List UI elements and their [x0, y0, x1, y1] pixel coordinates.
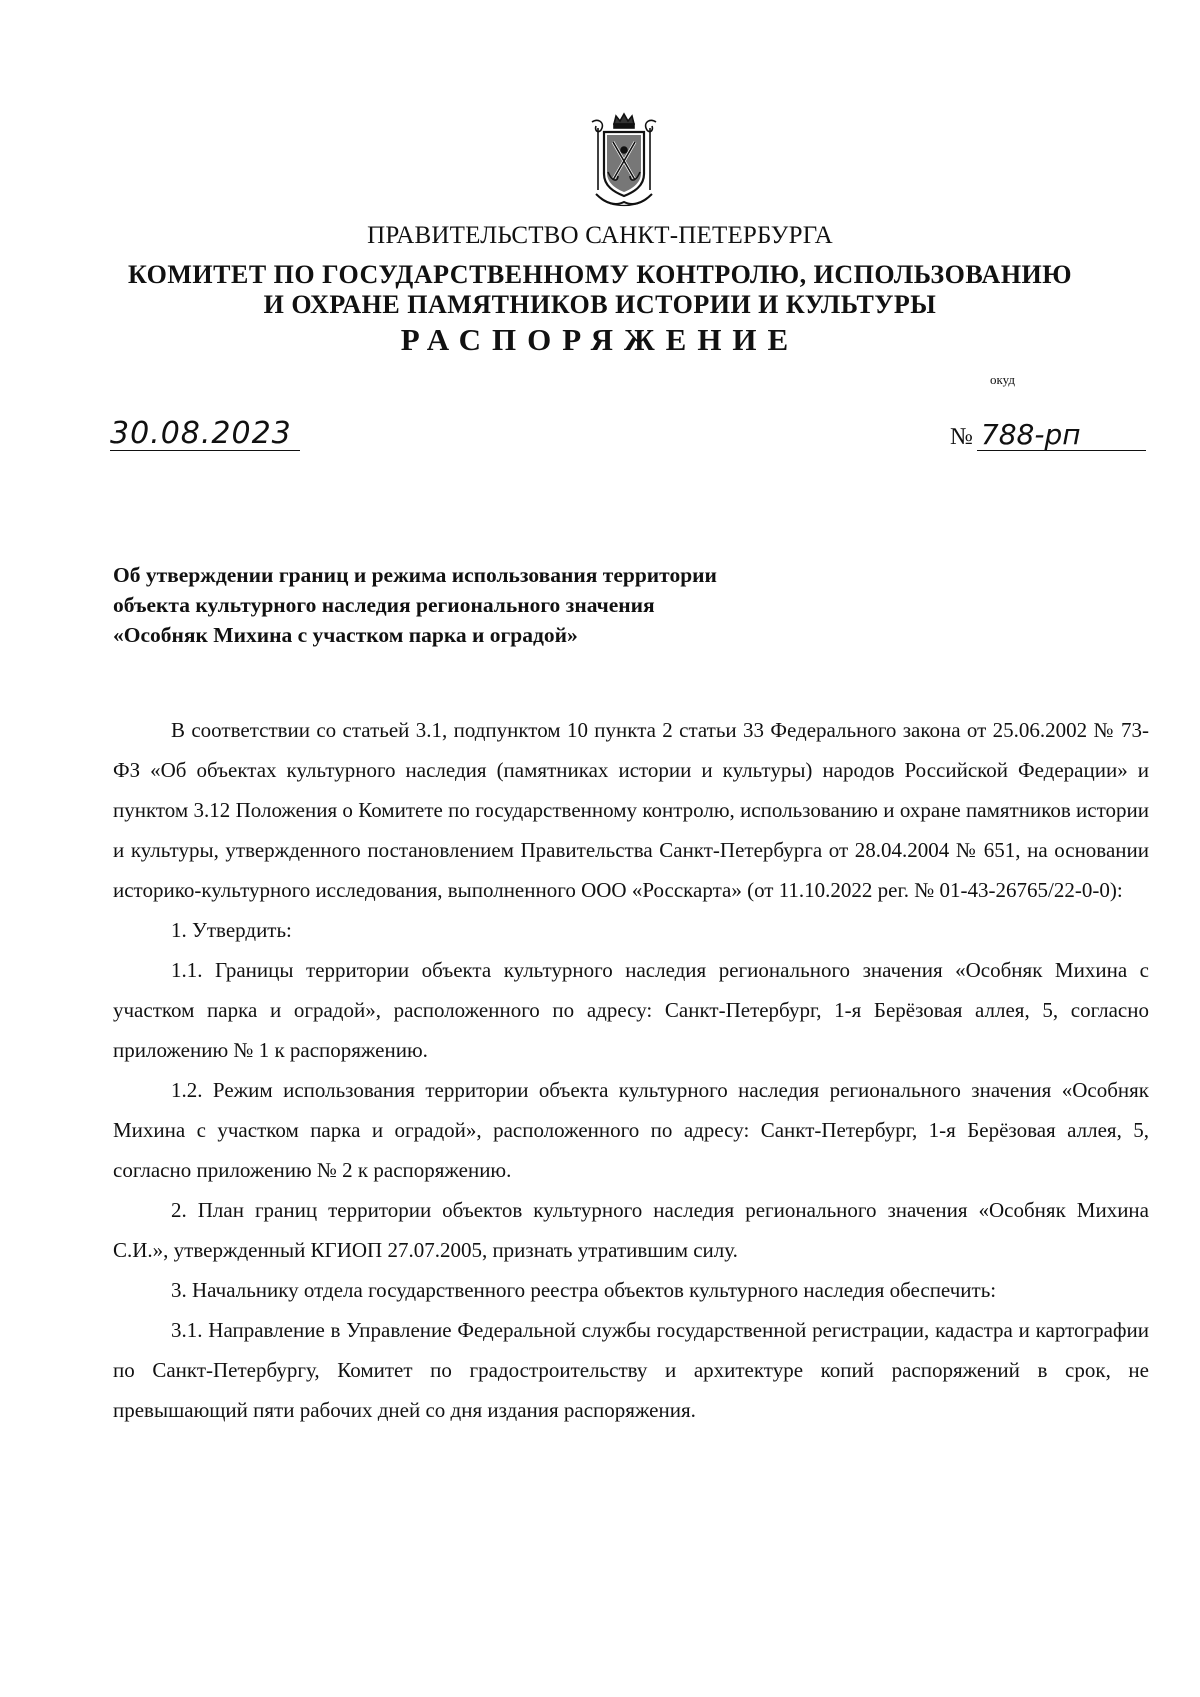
paragraph-item-1-1: 1.1. Границы территории объекта культурного наследия регионального значения «Особняк Михина с участком парка и оградой», расположенного по адресу: Санкт-Петербург, 1-я Берёзовая аллея, 5, согласно приложению № 1 к распоряжению.	[113, 958, 1149, 1062]
okud-label: окуд	[990, 372, 1015, 387]
document-subject	[113, 560, 873, 650]
paragraph-item-2: 2. План границ территории объектов культурного наследия регионального значения «Особняк Михина С.И.», утвержденный КГИОП 27.07.2005, признать утратившим силу.	[113, 1198, 1149, 1262]
document-date: 30.08.2023	[110, 418, 300, 451]
document-type-title: РАСПОРЯЖЕНИЕ	[400, 322, 800, 357]
document-number	[950, 420, 1146, 451]
coat-of-arms-icon	[586, 110, 662, 210]
committee-name-line-1: КОМИТЕТ ПО ГОСУДАРСТВЕННОМУ КОНТРОЛЮ, ИСПОЛЬЗОВАНИЮ	[127, 260, 1073, 289]
number-sign: №	[950, 424, 973, 450]
paragraph-item-1-2: 1.2. Режим использования территории объекта культурного наследия регионального значения «Особняк Михина с участком парка и оградой», расположенного по адресу: Санкт-Петербург, 1-я Берёзовая аллея, 5, согласно приложению № 2 к распоряжению.	[113, 1078, 1149, 1182]
paragraph-preamble: В соответствии со статьей 3.1, подпунктом 10 пункта 2 статьи 33 Федерального закона от 25.06.2002 № 73-ФЗ «Об объектах культурного наследия (памятниках истории и культуры) народов Российской Федерации» и пунктом 3.12 Положения о Комитете по государственному контролю, использованию и охране памятников истории и культуры, утвержденного постановлением Правительства Санкт-Петербурга от 28.04.2004 № 651, на основании историко-культурного исследования, выполненного ООО «Росскарта» (от 11.10.2022 рег. № 01-43-26765/22-0-0):	[113, 718, 1149, 902]
paragraph-item-1: 1. Утвердить:	[171, 918, 292, 942]
document-body	[113, 710, 1149, 1430]
subject-line: Об утверждении границ и режима использования территории	[113, 563, 717, 587]
subject-line: «Особняк Михина с участком парка и оградой»	[113, 623, 578, 647]
subject-line: объекта культурного наследия регионального значения	[113, 593, 655, 617]
government-name: ПРАВИТЕЛЬСТВО САНКТ-ПЕТЕРБУРГА	[367, 222, 833, 249]
paragraph-item-3: 3. Начальнику отдела государственного реестра объектов культурного наследия обеспечить:	[171, 1278, 997, 1302]
committee-name-line-2: И ОХРАНЕ ПАМЯТНИКОВ ИСТОРИИ И КУЛЬТУРЫ	[263, 290, 937, 319]
number-value: 788-рп	[977, 420, 1146, 451]
paragraph-item-3-1: 3.1. Направление в Управление Федеральной службы государственной регистрации, кадастра и картографии по Санкт-Петербургу, Комитет по градостроительству и архитектуре копий распоряжений в срок, не превышающий пяти рабочих дней со дня издания распоряжения.	[113, 1318, 1149, 1422]
